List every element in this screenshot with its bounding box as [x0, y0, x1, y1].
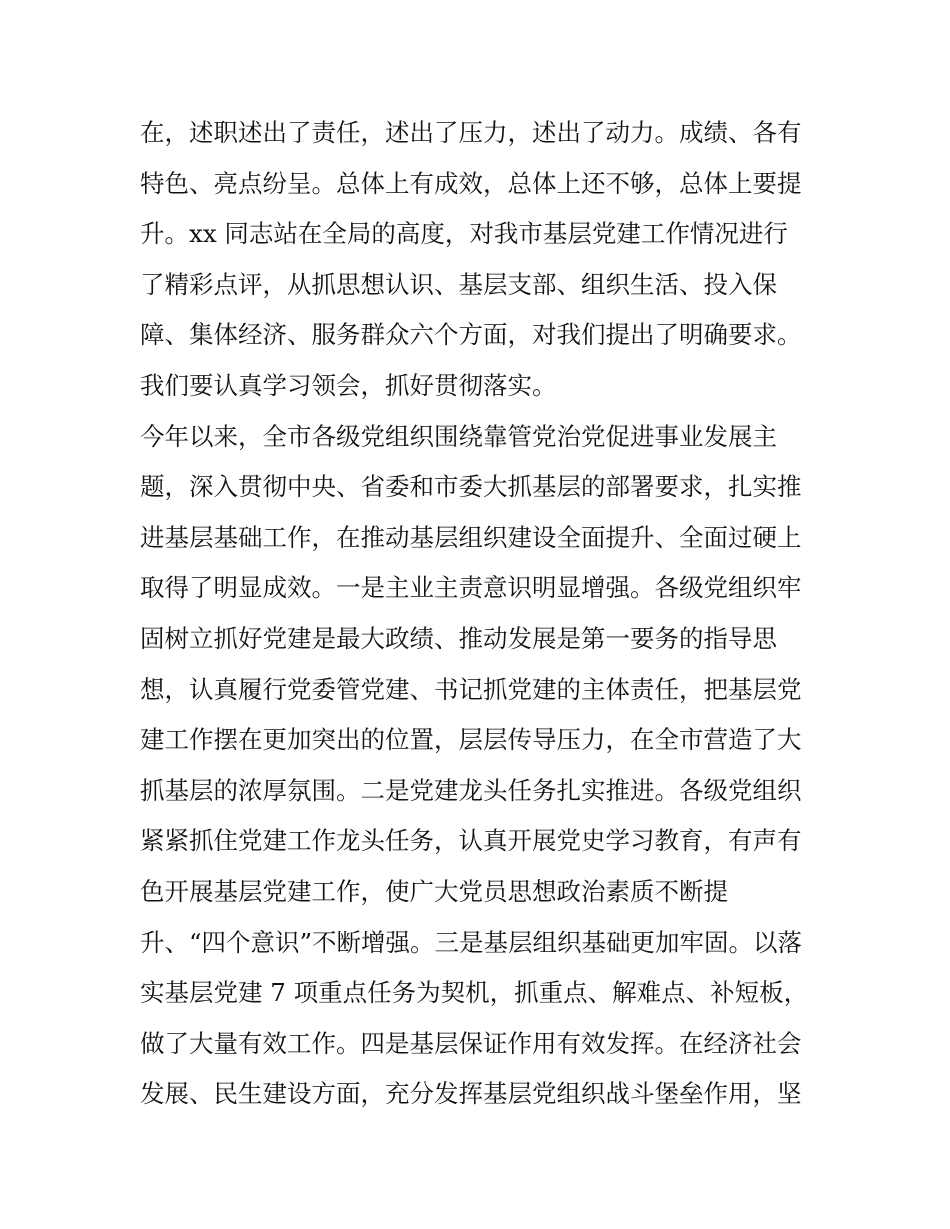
text-line: 抓基层的浓厚氛围。二是党建龙头任务扎实推进。各级党组织	[140, 775, 802, 805]
text-line: 题，深入贯彻中央、省委和市委大抓基层的部署要求，扎实推	[140, 472, 802, 502]
text-line: 我们要认真学习领会，抓好贯彻落实。	[140, 370, 557, 400]
text-line: 固树立抓好党建是最大政绩、推动发展是第一要务的指导思	[140, 623, 777, 653]
text-line: 取得了明显成效。一是主业主责意识明显增强。各级党组织牢	[140, 573, 802, 603]
text-line: 升。xx 同志站在全局的高度，对我市基层党建工作情况进行	[140, 219, 788, 249]
text-line: 色开展基层党建工作，使广大党员思想政治素质不断提	[140, 876, 728, 906]
text-line: 升、“四个意识”不断增强。三是基层组织基础更加牢固。以落	[140, 927, 803, 957]
text-line: 紧紧抓住党建工作龙头任务，认真开展党史学习教育，有声有	[140, 826, 802, 856]
text-line: 发展、民生建设方面，充分发挥基层党组织战斗堡垒作用，坚	[140, 1079, 802, 1109]
text-line: 了精彩点评，从抓思想认识、基层支部、组织生活、投入保	[140, 269, 777, 299]
text-line: 想，认真履行党委管党建、书记抓党建的主体责任，把基层党	[140, 674, 802, 704]
text-line: 特色、亮点纷呈。总体上有成效，总体上还不够，总体上要提	[140, 168, 802, 198]
text-line: 做了大量有效工作。四是基层保证作用有效发挥。在经济社会	[140, 1028, 802, 1058]
document-body	[140, 108, 830, 1120]
text-line: 建工作摆在更加突出的位置，层层传导压力，在全市营造了大	[140, 725, 802, 755]
text-line: 在，述职述出了责任，述出了压力，述出了动力。成绩、各有	[140, 118, 802, 147]
text-line: 实基层党建 7 项重点任务为契机，抓重点、解难点、补短板，	[140, 978, 809, 1008]
text-line: 障、集体经济、服务群众六个方面，对我们提出了明确要求。	[140, 320, 802, 350]
text-line: 今年以来，全市各级党组织围绕靠管党治党促进事业发展主	[140, 421, 777, 451]
text-line: 进基层基础工作，在推动基层组织建设全面提升、全面过硬上	[140, 522, 802, 552]
